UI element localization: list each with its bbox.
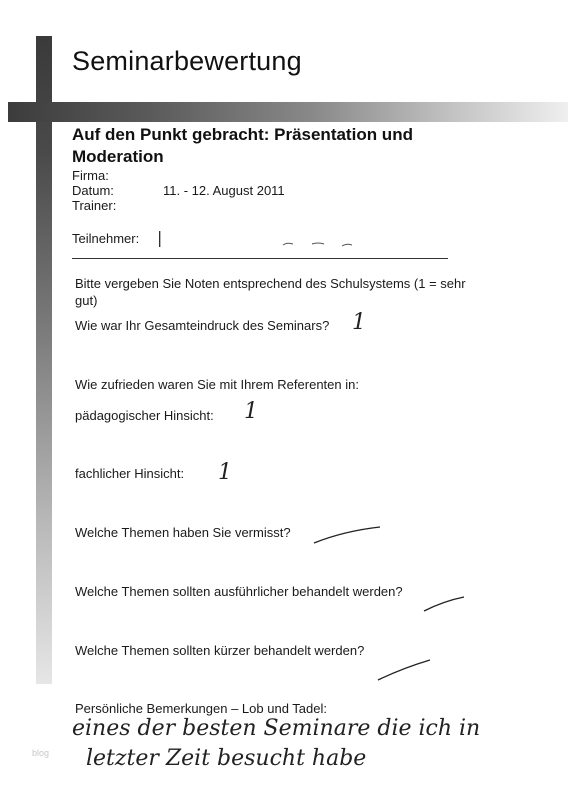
scribble-mark — [283, 243, 293, 245]
scribble-mark — [342, 244, 352, 246]
question-trainer: Wie zufrieden waren Sie mit Ihrem Referenten in: — [75, 377, 359, 392]
page-title: Seminarbewertung — [72, 46, 302, 76]
seminar-heading: Auf den Punkt gebracht: Präsentation und Moderation — [72, 125, 413, 166]
label-trainer: Trainer: — [72, 198, 117, 213]
question-missed-topics: Welche Themen haben Sie vermisst? — [75, 525, 291, 540]
dash-stroke-missed — [314, 527, 380, 543]
handwritten-remarks — [72, 714, 542, 774]
scribble-mark — [312, 243, 324, 244]
label-datum: Datum: — [72, 183, 114, 198]
question-overall: Wie war Ihr Gesamteindruck des Seminars? — [75, 318, 330, 333]
label-teilnehmer: Teilnehmer: — [72, 231, 140, 246]
value-datum: 11. - 12. August 2011 — [163, 183, 285, 198]
question-professional: fachlicher Hinsicht: — [75, 466, 185, 481]
answer-overall: 1 — [352, 310, 366, 335]
question-more-detail: Welche Themen sollten ausführlicher behandelt werden? — [75, 584, 403, 599]
question-remarks: Persönliche Bemerkungen – Lob und Tadel: — [75, 701, 327, 716]
remarks-line-1: eines der besten Seminare die ich in — [72, 716, 481, 741]
answer-pedagogical: 1 — [244, 399, 258, 424]
teilnehmer-mark: | — [157, 228, 163, 247]
dash-stroke-shorter — [378, 660, 430, 680]
remarks-line-2: letzter Zeit besucht habe — [86, 746, 367, 771]
label-firma: Firma: — [72, 168, 109, 183]
answer-professional: 1 — [218, 460, 232, 485]
grading-instruction: Bitte vergeben Sie Noten entsprechend des Schulsystems (1 = sehr gut) — [75, 276, 466, 308]
question-shorter: Welche Themen sollten kürzer behandelt werden? — [75, 643, 365, 658]
watermark-text: blog — [32, 748, 50, 758]
dash-stroke-more-detail — [424, 597, 464, 611]
question-pedagogical: pädagogischer Hinsicht: — [75, 408, 214, 423]
